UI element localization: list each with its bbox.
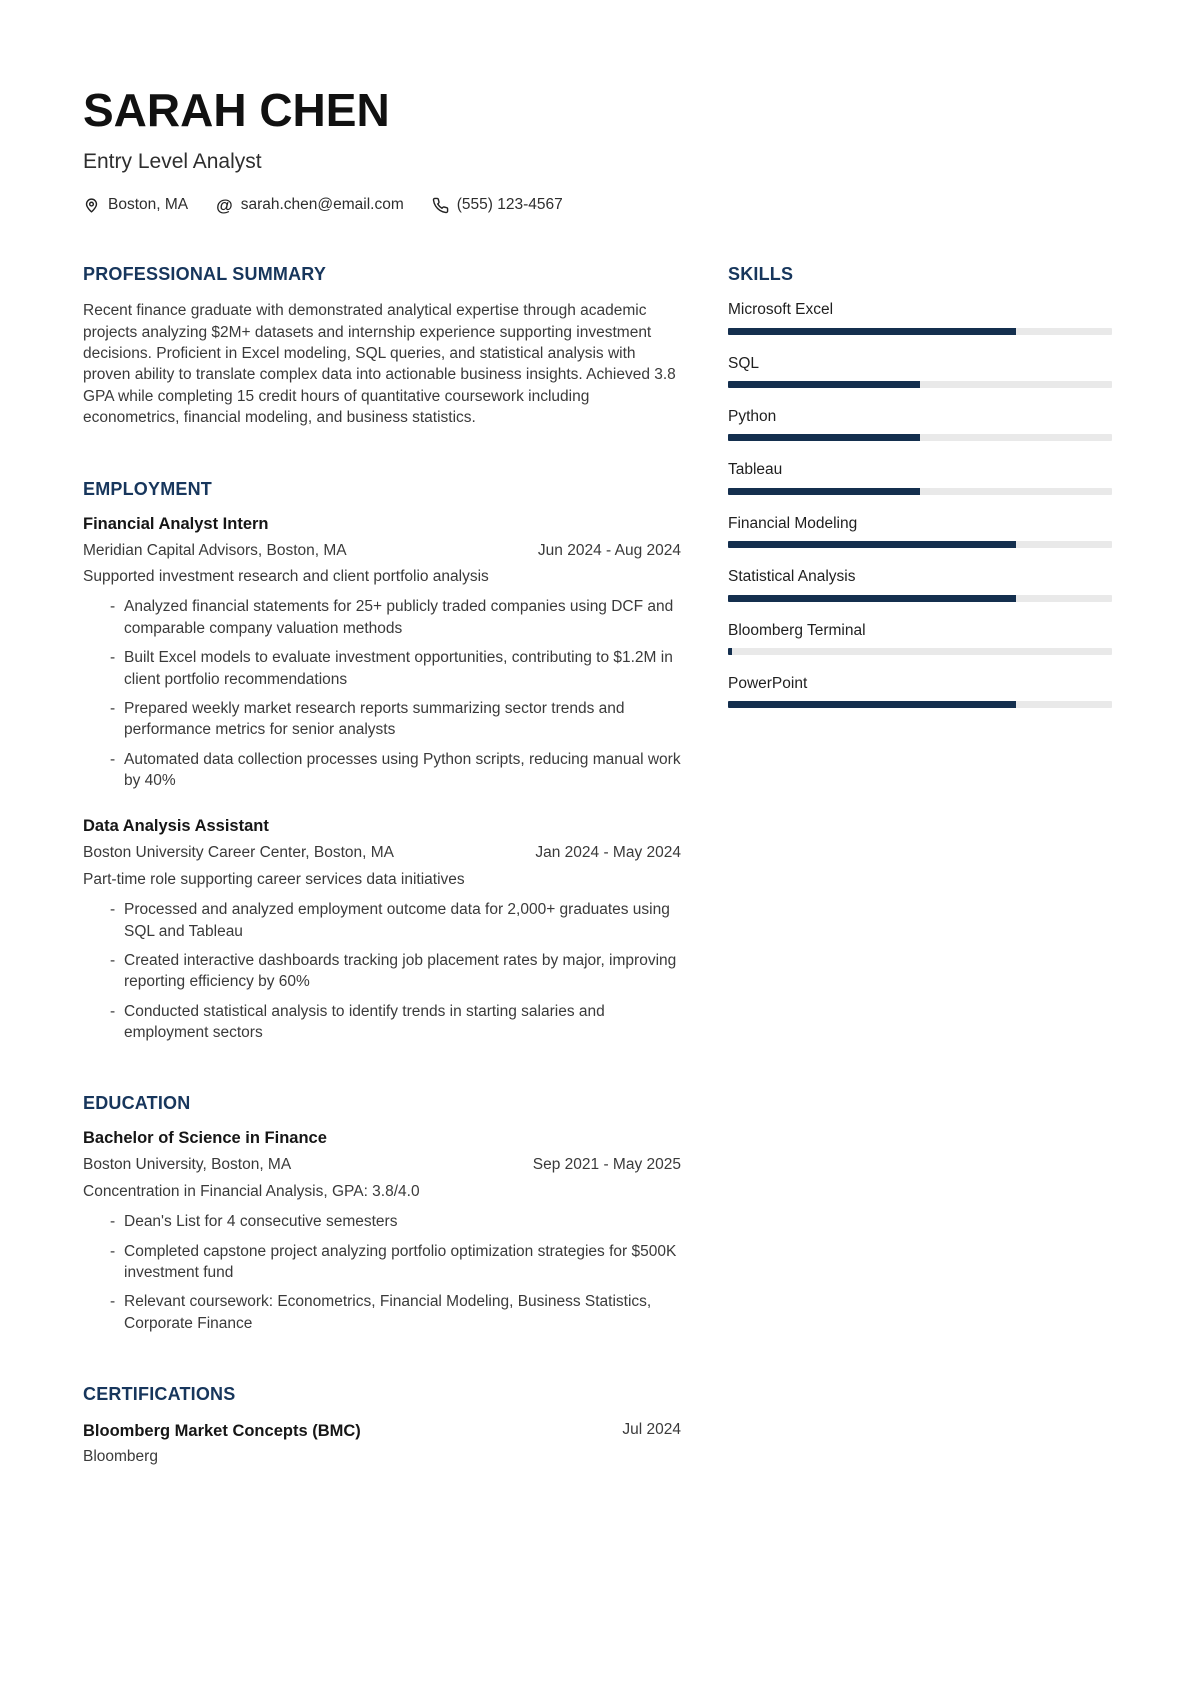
skill-item [728,674,1112,708]
skill-bar-fill [728,595,1016,602]
education-meta [83,1155,681,1176]
skills-heading: SKILLS [728,264,794,285]
job-dates: Jun 2024 - Aug 2024 [537,541,681,559]
skill-name: Financial Modeling [728,514,858,532]
skill-item [728,300,1112,334]
skill-item [728,460,1112,494]
education-bullet: - Relevant coursework: Econometrics, Financial Modeling, Business Statistics, Corporate Finance [110,1291,681,1334]
section-certifications [83,1384,681,1466]
at-sign-icon: @ [216,195,233,215]
job-bullets [83,899,681,1043]
resume-header [83,86,1112,214]
job-title: Financial Analyst Intern [83,514,269,533]
section-professional-summary [83,264,681,428]
contact-email-text: sarah.chen@email.com [240,196,404,214]
certification-issuer: Bloomberg [83,1448,158,1466]
skill-bar-fill [728,648,732,655]
skill-item [728,514,1112,548]
skills-column [728,264,1112,727]
summary-heading: PROFESSIONAL SUMMARY [83,264,327,285]
contact-location-text: Boston, MA [108,196,189,214]
contact-row [83,196,1112,214]
education-entry [83,1129,681,1334]
skill-bar-track [728,434,1112,441]
skill-bar-fill [728,701,1016,708]
skill-item [728,354,1112,388]
education-heading: EDUCATION [83,1093,191,1114]
skill-bar-fill [728,434,920,441]
job-entry [83,817,681,1043]
contact-phone [432,196,563,214]
skill-bar-fill [728,381,920,388]
skill-item [728,407,1112,441]
summary-text: Recent finance graduate with demonstrated analytical expertise through academic projects analyzing $2M+ datasets and internship experience supporting investment decisions. Proficient in Excel modeling, SQL queries, and statistical analysis with proven ability to translate complex data into actionable business insights. Achieved 3.8 GPA while completing 15 credit hours of quantitative coursework including econometrics, financial modeling, and business statistics. [83,302,676,427]
education-dates: Sep 2021 - May 2025 [532,1156,681,1174]
skill-item [728,621,1112,655]
job-dates: Jan 2024 - May 2024 [535,844,681,862]
main-column [83,264,681,1466]
job-title: Data Analysis Assistant [83,817,269,836]
job-summary: Supported investment research and client portfolio analysis [83,568,489,586]
contact-email [216,196,404,214]
job-bullet: - Built Excel models to evaluate investment opportunities, contributing to $1.2M in client portfolio recommendations [110,647,681,690]
skill-bar-track [728,381,1112,388]
certification-meta [83,1420,681,1442]
candidate-name: SARAH CHEN [83,84,390,136]
phone-icon [432,197,449,214]
skill-bar-track [728,595,1112,602]
skill-bar-track [728,648,1112,655]
candidate-title: Entry Level Analyst [83,150,262,174]
skill-name: Bloomberg Terminal [728,621,866,639]
skill-name: Tableau [728,461,783,479]
section-employment [83,479,681,1044]
certification-date: Jul 2024 [622,1421,681,1439]
certifications-heading: CERTIFICATIONS [83,1384,236,1405]
certification-name: Bloomberg Market Concepts (BMC) [83,1422,361,1441]
job-bullet: - Processed and analyzed employment outcome data for 2,000+ graduates using SQL and Tableau [110,899,681,942]
education-detail: Concentration in Financial Analysis, GPA: 3.8/4.0 [83,1183,420,1201]
skill-name: Microsoft Excel [728,301,834,319]
skill-name: Python [728,408,777,426]
skill-bar-fill [728,488,920,495]
job-bullet: - Conducted statistical analysis to identify trends in starting salaries and employment sectors [110,1001,681,1044]
skill-bar-track [728,541,1112,548]
job-company: Meridian Capital Advisors, Boston, MA [83,541,347,559]
skill-bar-track [728,701,1112,708]
skill-bar-fill [728,328,1016,335]
education-bullet: - Dean's List for 4 consecutive semesters [110,1211,681,1232]
job-meta [83,541,681,562]
job-bullet: - Analyzed financial statements for 25+ publicly traded companies using DCF and comparable company valuation methods [110,596,681,639]
job-bullet: - Automated data collection processes using Python scripts, reducing manual work by 40% [110,749,681,792]
certification-entry [83,1420,681,1466]
section-education [83,1093,681,1334]
job-company: Boston University Career Center, Boston, MA [83,844,394,862]
education-degree: Bachelor of Science in Finance [83,1129,327,1148]
education-bullet: - Completed capstone project analyzing portfolio optimization strategies for $500K investment fund [110,1241,681,1284]
skill-name: PowerPoint [728,674,808,692]
education-school: Boston University, Boston, MA [83,1156,292,1174]
job-meta [83,843,681,864]
job-entry [83,515,681,792]
skill-item [728,567,1112,601]
contact-location [83,196,188,214]
employment-heading: EMPLOYMENT [83,478,213,499]
job-bullet: - Prepared weekly market research reports summarizing sector trends and performance metrics for senior analysts [110,698,681,741]
skill-bar-fill [728,541,1016,548]
content-columns [83,264,1112,1466]
job-summary: Part-time role supporting career services data initiatives [83,871,465,889]
skill-name: Statistical Analysis [728,568,856,586]
job-bullets [83,596,681,791]
skill-name: SQL [728,354,760,372]
contact-phone-text: (555) 123-4567 [456,196,563,214]
skill-bar-track [728,328,1112,335]
job-bullet: - Created interactive dashboards tracking job placement rates by major, improving reporting efficiency by 60% [110,950,681,993]
education-bullets [83,1211,681,1334]
skill-bar-track [728,488,1112,495]
location-pin-icon [83,197,100,214]
